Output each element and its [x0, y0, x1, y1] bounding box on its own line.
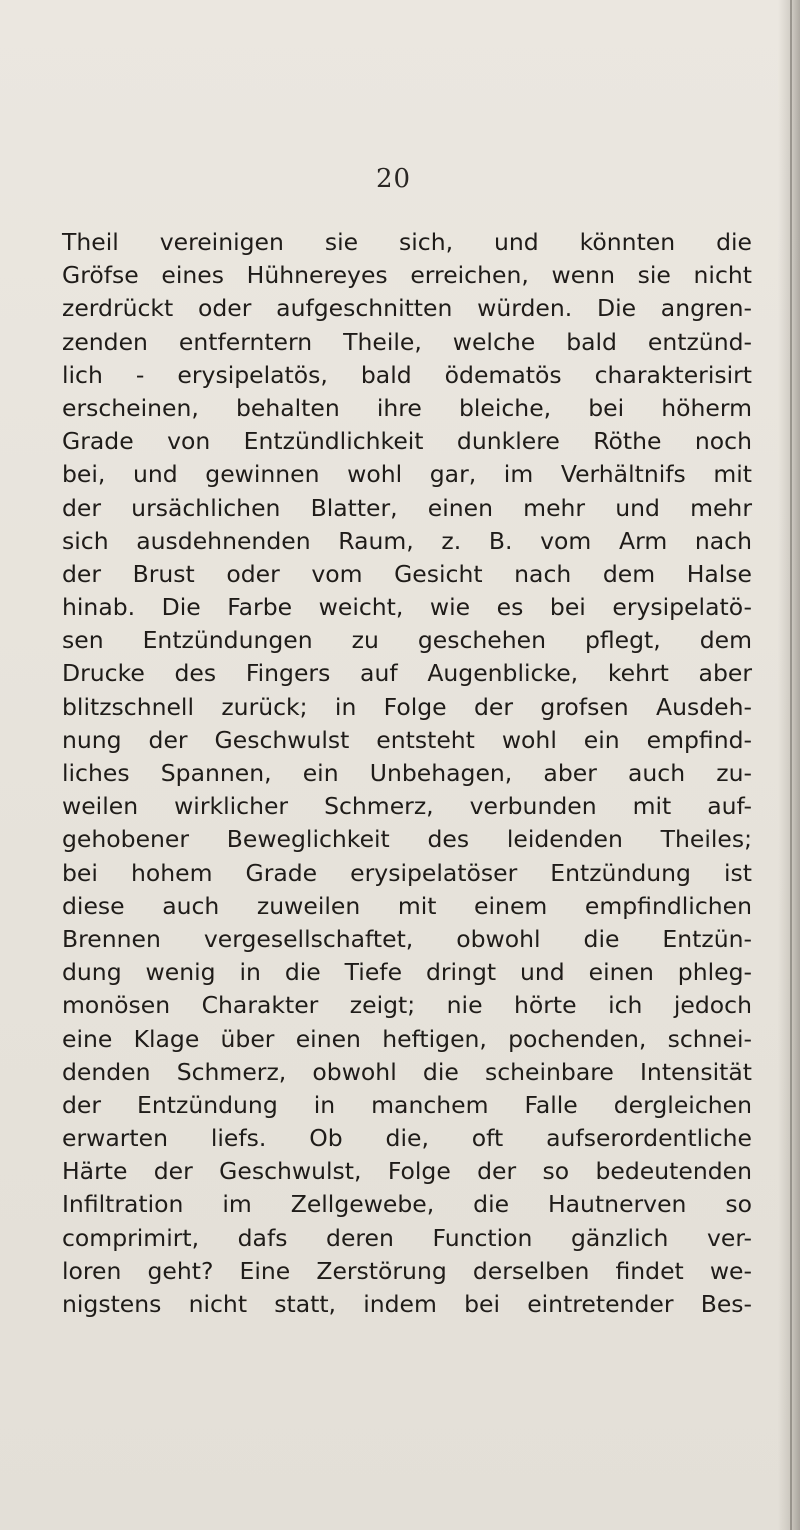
text-line: der Brust oder vom Gesicht nach dem Halse	[62, 559, 752, 588]
text-line: sen Entzündungen zu geschehen pflegt, dem	[62, 626, 752, 655]
text-line: Infiltration im Zellgewebe, die Hautnerven so	[62, 1190, 752, 1219]
text-line: hinab. Die Farbe weicht, wie es bei erysipelatö-	[62, 593, 752, 622]
text-line: loren geht? Eine Zerstörung derselben findet we-	[62, 1256, 752, 1285]
text-line: monösen Charakter zeigt; nie hörte ich jedoch	[62, 991, 752, 1020]
text-line: eine Klage über einen heftigen, pochenden, schnei-	[62, 1024, 752, 1053]
text-line: dung wenig in die Tiefe dringt und einen phleg-	[62, 958, 752, 987]
text-line: Grade von Entzündlichkeit dunklere Röthe noch	[62, 427, 752, 456]
text-line: Theil vereinigen sie sich, und könnten die	[62, 228, 752, 256]
text-line: der ursächlichen Blatter, einen mehr und mehr	[62, 493, 752, 522]
text-line: lich - erysipelatös, bald ödematös charakterisirt	[62, 360, 752, 389]
page-number: 20	[376, 164, 412, 194]
text-line: blitzschnell zurück; in Folge der grofsen Ausdeh-	[62, 692, 752, 721]
text-line: nigstens nicht statt, indem bei eintretender Bes-	[62, 1290, 752, 1318]
text-line: zenden entferntern Theile, welche bald entzünd-	[62, 327, 752, 356]
text-line: bei, und gewinnen wohl gar, im Verhältnifs mit	[62, 460, 752, 489]
text-line: Gröfse eines Hühnereyes erreichen, wenn sie nicht	[62, 261, 752, 290]
text-line: zerdrückt oder aufgeschnitten würden. Die angren-	[62, 294, 752, 323]
text-line: Härte der Geschwulst, Folge der so bedeutenden	[62, 1157, 752, 1186]
text-line: diese auch zuweilen mit einem empfindlichen	[62, 891, 752, 920]
text-line: gehobener Beweglichkeit des leidenden Theiles;	[62, 825, 752, 854]
text-line: denden Schmerz, obwohl die scheinbare Intensität	[62, 1057, 752, 1086]
text-line: comprimirt, dafs deren Function gänzlich ver-	[62, 1223, 752, 1252]
text-line: bei hohem Grade erysipelatöser Entzündung ist	[62, 858, 752, 887]
text-line: nung der Geschwulst entsteht wohl ein empfind-	[62, 725, 752, 754]
text-line: erscheinen, behalten ihre bleiche, bei höherm	[62, 393, 752, 422]
text-line: erwarten liefs. Ob die, oft aufserordentliche	[62, 1124, 752, 1153]
text-line: Brennen vergesellschaftet, obwohl die Entzün-	[62, 924, 752, 953]
page-edge-shadow	[778, 0, 800, 1530]
text-line: liches Spannen, ein Unbehagen, aber auch zu-	[62, 759, 752, 787]
text-line: weilen wirklicher Schmerz, verbunden mit auf-	[62, 792, 752, 821]
body-text	[62, 226, 752, 1321]
text-line: Drucke des Fingers auf Augenblicke, kehrt aber	[62, 659, 752, 688]
page-edge-line	[790, 0, 792, 1530]
text-line: der Entzündung in manchem Falle dergleichen	[62, 1090, 752, 1119]
text-line: sich ausdehnenden Raum, z. B. vom Arm nach	[62, 526, 752, 555]
